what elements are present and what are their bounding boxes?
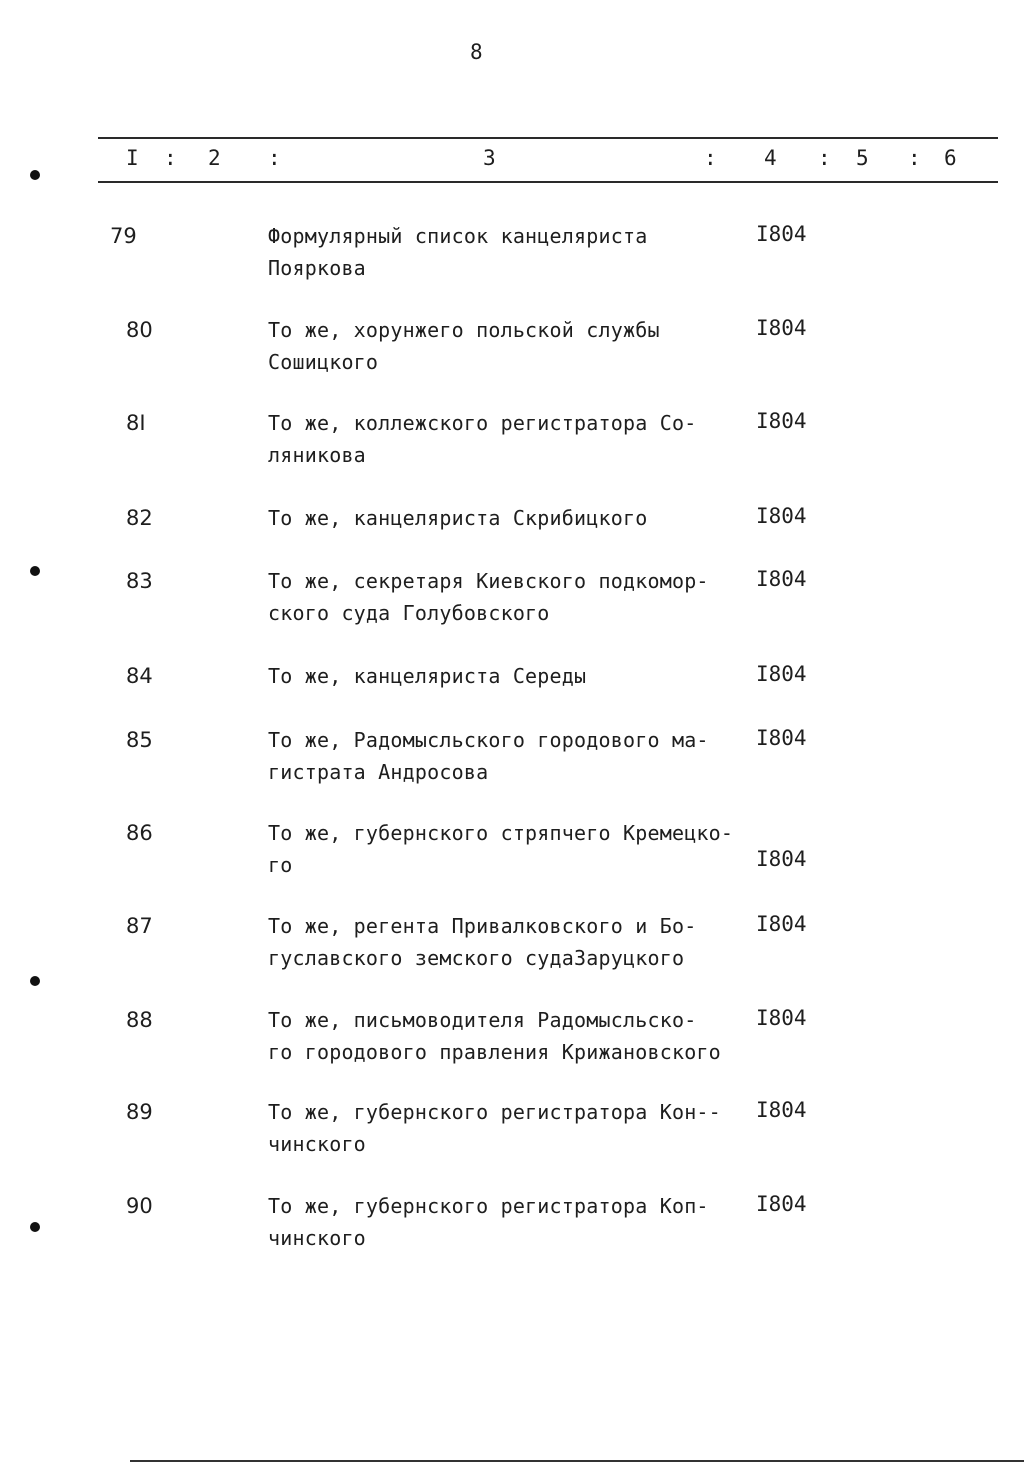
page-number: 8: [470, 40, 483, 64]
description-line: чинского: [268, 1132, 366, 1156]
header-top-rule: [98, 137, 998, 139]
list-item: [0, 220, 1024, 300]
header-bottom-rule: [98, 181, 998, 183]
description-line: Пояркова: [268, 256, 366, 280]
page-bottom-edge: [130, 1460, 1024, 1462]
record-description: [268, 1004, 758, 1068]
record-year: I804: [756, 1006, 807, 1030]
record-description: [268, 502, 758, 534]
header-separator: :: [704, 146, 717, 170]
record-description: [268, 407, 758, 471]
description-line: Формулярный список канцеляриста: [268, 224, 648, 248]
record-number: 83: [126, 569, 153, 593]
record-number: 80: [126, 318, 153, 342]
description-line: чинского: [268, 1226, 366, 1250]
record-number: 82: [126, 506, 153, 530]
record-description: [268, 910, 758, 974]
record-number: 89: [126, 1100, 153, 1124]
list-item: [0, 1190, 1024, 1270]
description-line: ляникова: [268, 443, 366, 467]
record-description: [268, 1190, 758, 1254]
header-separator: :: [268, 146, 281, 170]
record-number: 87: [126, 914, 153, 938]
record-number: 8I: [126, 411, 146, 435]
header-col-1: I: [126, 146, 139, 170]
header-col-3: 3: [483, 146, 496, 170]
record-number: 90: [126, 1194, 153, 1218]
list-item: [0, 910, 1024, 990]
record-year: I804: [756, 1192, 807, 1216]
description-line: То же, губернского регистратора Кон--: [268, 1100, 721, 1124]
record-year: I804: [756, 567, 807, 591]
record-year: I804: [756, 726, 807, 750]
record-description: [268, 314, 758, 378]
description-line: То же, хорунжего польской службы: [268, 318, 660, 342]
record-description: [268, 565, 758, 629]
record-number: 88: [126, 1008, 153, 1032]
list-item: [0, 724, 1024, 804]
header-col-5: 5: [856, 146, 869, 170]
list-item: [0, 1004, 1024, 1084]
binder-hole: [30, 170, 40, 180]
record-year: I804: [756, 409, 807, 433]
header-separator: :: [818, 146, 831, 170]
record-year: I804: [756, 1098, 807, 1122]
header-col-6: 6: [944, 146, 957, 170]
record-number: 85: [126, 728, 153, 752]
record-number: 86: [126, 821, 153, 845]
record-description: [268, 220, 758, 284]
binder-hole: [30, 976, 40, 986]
description-line: го: [268, 853, 293, 877]
description-line: гистрата Андросова: [268, 760, 489, 784]
description-line: То же, Радомысльского городового ма-: [268, 728, 709, 752]
description-line: ского суда Голубовского: [268, 601, 550, 625]
record-description: [268, 817, 758, 881]
description-line: То же, письмоводителя Радомысльско-: [268, 1008, 697, 1032]
record-year: I804: [756, 912, 807, 936]
list-item: [0, 314, 1024, 394]
header-col-2: 2: [208, 146, 221, 170]
list-item: [0, 565, 1024, 645]
description-line: То же, канцеляриста Середы: [268, 664, 587, 688]
description-line: То же, канцеляриста Скрибицкого: [268, 506, 648, 530]
record-number: 84: [126, 664, 153, 688]
description-line: То же, коллежского регистратора Со-: [268, 411, 697, 435]
description-line: го городового правления Крижановского: [268, 1040, 721, 1064]
record-year: I804: [756, 222, 807, 246]
header-col-4: 4: [764, 146, 777, 170]
binder-hole: [30, 1222, 40, 1232]
header-separator: :: [908, 146, 921, 170]
record-description: [268, 724, 758, 788]
record-year: I804: [756, 662, 807, 686]
record-description: [268, 660, 758, 692]
description-line: То же, секретаря Киевского подкомор-: [268, 569, 709, 593]
description-line: То же, губернского регистратора Коп-: [268, 1194, 709, 1218]
list-item: [0, 1096, 1024, 1176]
description-line: То же, регента Привалковского и Бо-: [268, 914, 697, 938]
description-line: То же, губернского стряпчего Кремецко-: [268, 821, 734, 845]
record-year: I804: [756, 316, 807, 340]
description-line: Сошицкого: [268, 350, 379, 374]
list-item: [0, 407, 1024, 487]
list-item: [0, 817, 1024, 897]
record-year: I804: [756, 847, 807, 871]
record-year: I804: [756, 504, 807, 528]
binder-hole: [30, 566, 40, 576]
record-description: [268, 1096, 758, 1160]
description-line: гуславского земского судаЗаруцкого: [268, 946, 685, 970]
record-number: 79: [110, 224, 137, 248]
header-separator: :: [164, 146, 177, 170]
